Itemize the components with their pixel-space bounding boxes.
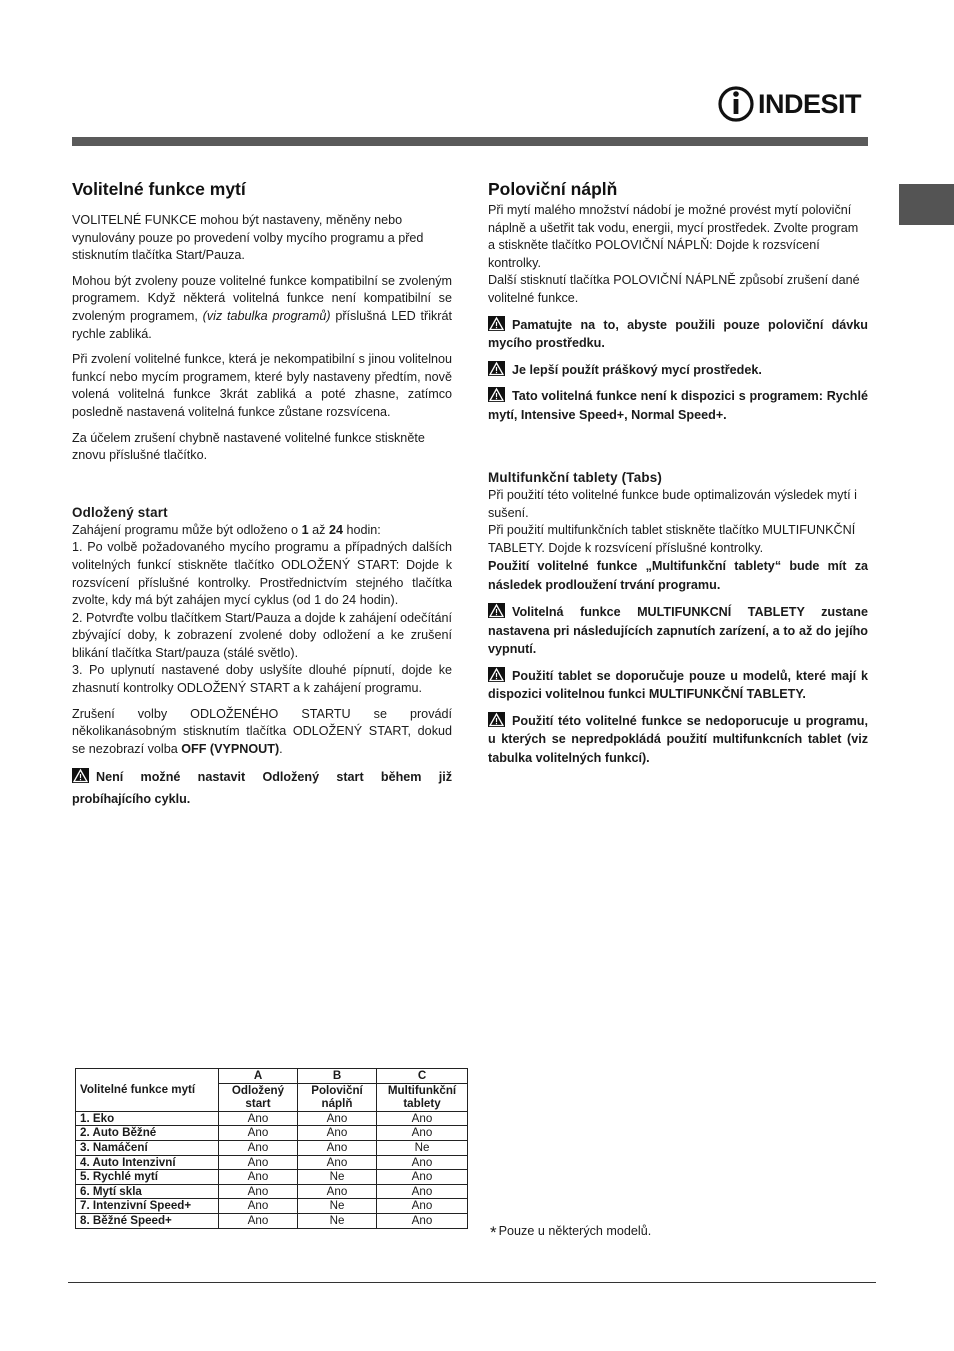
column-header: Multifunkční tablety <box>377 1083 468 1111</box>
column-header: Poloviční náplň <box>298 1083 377 1111</box>
paragraph: Při mytí malého množství nádobí je možné provést mytí poloviční náplně a ušetřit tak vodu, energii, mycí prostředek. Zvolte program a stiskněte tlačítko POLOVIČNÍ NÁPLŇ: Dojde k rozsvícení kontrolky. <box>488 203 859 270</box>
warning-tabs-3 <box>488 712 868 768</box>
paragraph: VOLITELNÉ FUNKCE mohou být nastaveny, měněny nebo vynulovány pouze po provedení volby mycího programu a před stisknutím tlačítka Start/Pauza. <box>72 213 424 263</box>
text: Pamatujte na to, abyste použili pouze poloviční dávku mycího prostředku. <box>488 317 868 351</box>
table-cell: Ano <box>298 1140 377 1155</box>
table-cell: Ano <box>298 1155 377 1170</box>
table-cell: Ne <box>298 1213 377 1228</box>
paragraph: Za účelem zrušení chybně nastavené volitelné funkce stiskněte znovu příslušné tlačítko. <box>72 430 425 463</box>
table-cell: Ano <box>219 1199 298 1214</box>
warning-half-3 <box>488 387 868 424</box>
row-program-name: 2. Auto Běžné <box>76 1126 219 1141</box>
table-row <box>76 1140 468 1155</box>
text: Mohou být zvoleny pouze volitelné funkce kompatibilní se zvoleným programem. Když některá volitelná funkce není kompatibilní se zvoleným programem, <box>72 273 452 323</box>
table-row <box>76 1213 468 1228</box>
table-cell: Ano <box>377 1155 468 1170</box>
row-program-name: 7. Intenzivní Speed+ <box>76 1199 219 1214</box>
text: 1 <box>301 522 309 537</box>
text: Je lepší použít práškový mycí prostředek. <box>512 362 762 377</box>
cancel-paragraph <box>72 706 452 759</box>
paragraph: Při použití této volitelné funkce bude optimalizován výsledek mytí i sušení. <box>488 488 857 520</box>
column-letter: B <box>298 1069 377 1084</box>
table-cell: Ano <box>377 1199 468 1214</box>
options-table <box>75 1068 468 1229</box>
text: příslušná LED třikrát rychle zabliká. <box>72 308 452 341</box>
step-1: 1. Po volbě požadovaného mycího programu a případných dalších volitelných funkcí stiskněte tlačítko ODLOŽENÝ START: Dojde k rozsvícení příslušné kontrolky. Prostřednictvím stejného tlačítka zvolte, kdy má být zahájen mycí cyklus (od 1 do 24 hodin). <box>72 540 452 608</box>
text: Použití této volitelné funkce se nedoporucuje u programu, u kterých se nepredpokládá použití multifunkcních tablet (viz tabulka volitelných funkcí). <box>488 713 868 765</box>
step-2: 2. Potvrďte volbu tlačítkem Start/Pauza a dojde k zahájení odečítání zbývající doby, k zobrazení zvolené doby odložení a ke zrušení blikání tlačítka Start/pauza (stálé světlo). <box>72 610 452 660</box>
table-cell: Ano <box>298 1184 377 1199</box>
warning-delay <box>72 766 452 810</box>
table-cell: Ano <box>219 1184 298 1199</box>
column-letter: A <box>219 1069 298 1084</box>
text: Zahájení programu může být odloženo o <box>72 522 302 537</box>
footnote-text: Pouze u některých modelů. <box>498 1224 652 1238</box>
text: Zrušení volby ODLOŽENÉHO STARTU se provádí několikanásobným stisknutím tlačítka ODLOŽENÝ START, dokud se nezobrazí volba <box>72 706 452 756</box>
subsection-title-tabs: Multifunkční tablety (Tabs) <box>488 470 663 486</box>
text: 24 <box>328 522 343 537</box>
footnote <box>490 1222 651 1242</box>
warning-half-2 <box>488 361 868 380</box>
column-header: Odložený start <box>219 1083 298 1111</box>
table-cell: Ano <box>377 1111 468 1126</box>
table-cell: Ano <box>298 1111 377 1126</box>
table-cell: Ne <box>298 1199 377 1214</box>
text: až <box>308 522 329 537</box>
warning-tabs-1 <box>488 603 868 659</box>
paragraph <box>72 273 452 343</box>
text: Volitelná funkce MULTIFUNKCNÍ TABLETY zustane nastavena pri následujících zapnutích zarízení, a to až do jejího vypnutí. <box>488 605 868 657</box>
right-column <box>488 178 868 775</box>
section-title-options: Volitelné funkce mytí <box>72 179 246 199</box>
row-program-name: 3. Namáčení <box>76 1140 219 1155</box>
row-program-name: 4. Auto Intenzivní <box>76 1155 219 1170</box>
table-body <box>76 1111 468 1228</box>
table-cell: Ano <box>377 1170 468 1185</box>
table-corner-label: Volitelné funkce mytí <box>76 1069 219 1112</box>
brand-name: INDESIT <box>758 89 862 119</box>
paragraph: Při použití multifunkčních tablet stiskněte tlačítko MULTIFUNKČNÍ TABLETY. Dojde k rozsvícení příslušné kontrolky. <box>488 523 856 555</box>
table-row <box>76 1170 468 1185</box>
subsection-title-delay: Odložený start <box>72 504 168 520</box>
warning-tabs-2 <box>488 667 868 704</box>
warning-half-1 <box>488 316 868 353</box>
warning-icon <box>488 316 505 331</box>
table-row <box>76 1126 468 1141</box>
text: . <box>279 741 283 756</box>
text: Není možné nastavit Odložený start během již probíhajícího cyklu. <box>72 770 452 807</box>
column-letter: C <box>377 1069 468 1084</box>
table-cell: Ano <box>219 1155 298 1170</box>
table-row <box>76 1155 468 1170</box>
text: Tato volitelná funkce není k dispozici s programem: Rychlé mytí, Intensive Speed+, Normal Speed+. <box>488 389 868 422</box>
table-cell: Ne <box>377 1140 468 1155</box>
table-cell: Ano <box>219 1213 298 1228</box>
emphasis: (viz tabulka programů) <box>202 308 331 323</box>
left-column <box>72 178 452 818</box>
row-program-name: 8. Běžné Speed+ <box>76 1213 219 1228</box>
table-row <box>76 1184 468 1199</box>
paragraph: Použití volitelné funkce „Multifunkční tablety“ bude mít za následek prodloužení trvání programu. <box>488 559 868 593</box>
indesit-logo <box>718 84 870 124</box>
header-bar <box>72 137 868 146</box>
step-3: 3. Po uplynutí nastavené doby uslyšíte dlouhé pípnutí, dojde ke zhasnutí kontrolky ODLOŽENÝ START a k zahájení programu. <box>72 663 452 696</box>
table-cell: Ano <box>377 1184 468 1199</box>
paragraph: Při zvolení volitelné funkce, která je nekompatibilní s jinou volitelnou funkcí nebo mycím programem, které byly nastaveny předtím, nově volená volitelná funkce 3krát zabliká a poté zhasne, zatímco posledně nastavená volitelná funkce zůstane rozsvícena. <box>72 352 452 419</box>
text: hodin: <box>342 522 381 537</box>
text: OFF (VYPNOUT) <box>181 741 280 756</box>
text: Použití tablet se doporučuje pouze u modelů, které mají k dispozici volitelnou funkci MULTIFUNKČNÍ TABLETY. <box>488 668 868 702</box>
table-cell: Ano <box>219 1140 298 1155</box>
table-cell: Ne <box>298 1170 377 1185</box>
warning-icon <box>488 387 505 402</box>
warning-icon <box>72 768 89 783</box>
logo-i-mark-icon <box>718 84 754 124</box>
table-cell: Ano <box>298 1126 377 1141</box>
table-cell: Ano <box>219 1170 298 1185</box>
footnote-star: * <box>490 1223 497 1242</box>
row-program-name: 6. Mytí skla <box>76 1184 219 1199</box>
footer-rule <box>68 1282 876 1283</box>
warning-icon <box>488 361 505 376</box>
warning-icon <box>488 712 505 727</box>
warning-icon <box>488 667 505 682</box>
table-cell: Ano <box>219 1111 298 1126</box>
delay-intro <box>72 522 452 540</box>
paragraph: Další stisknutí tlačítka POLOVIČNÍ NÁPLNĚ způsobí zrušení dané volitelné funkce. <box>488 273 860 305</box>
row-program-name: 5. Rychlé mytí <box>76 1170 219 1185</box>
table-cell: Ano <box>377 1126 468 1141</box>
table-row <box>76 1111 468 1126</box>
language-tab <box>899 184 954 225</box>
table-row <box>76 1199 468 1214</box>
warning-icon <box>488 603 505 618</box>
row-program-name: 1. Eko <box>76 1111 219 1126</box>
section-title-half-load: Poloviční náplň <box>488 179 618 199</box>
table-cell: Ano <box>377 1213 468 1228</box>
table-cell: Ano <box>219 1126 298 1141</box>
